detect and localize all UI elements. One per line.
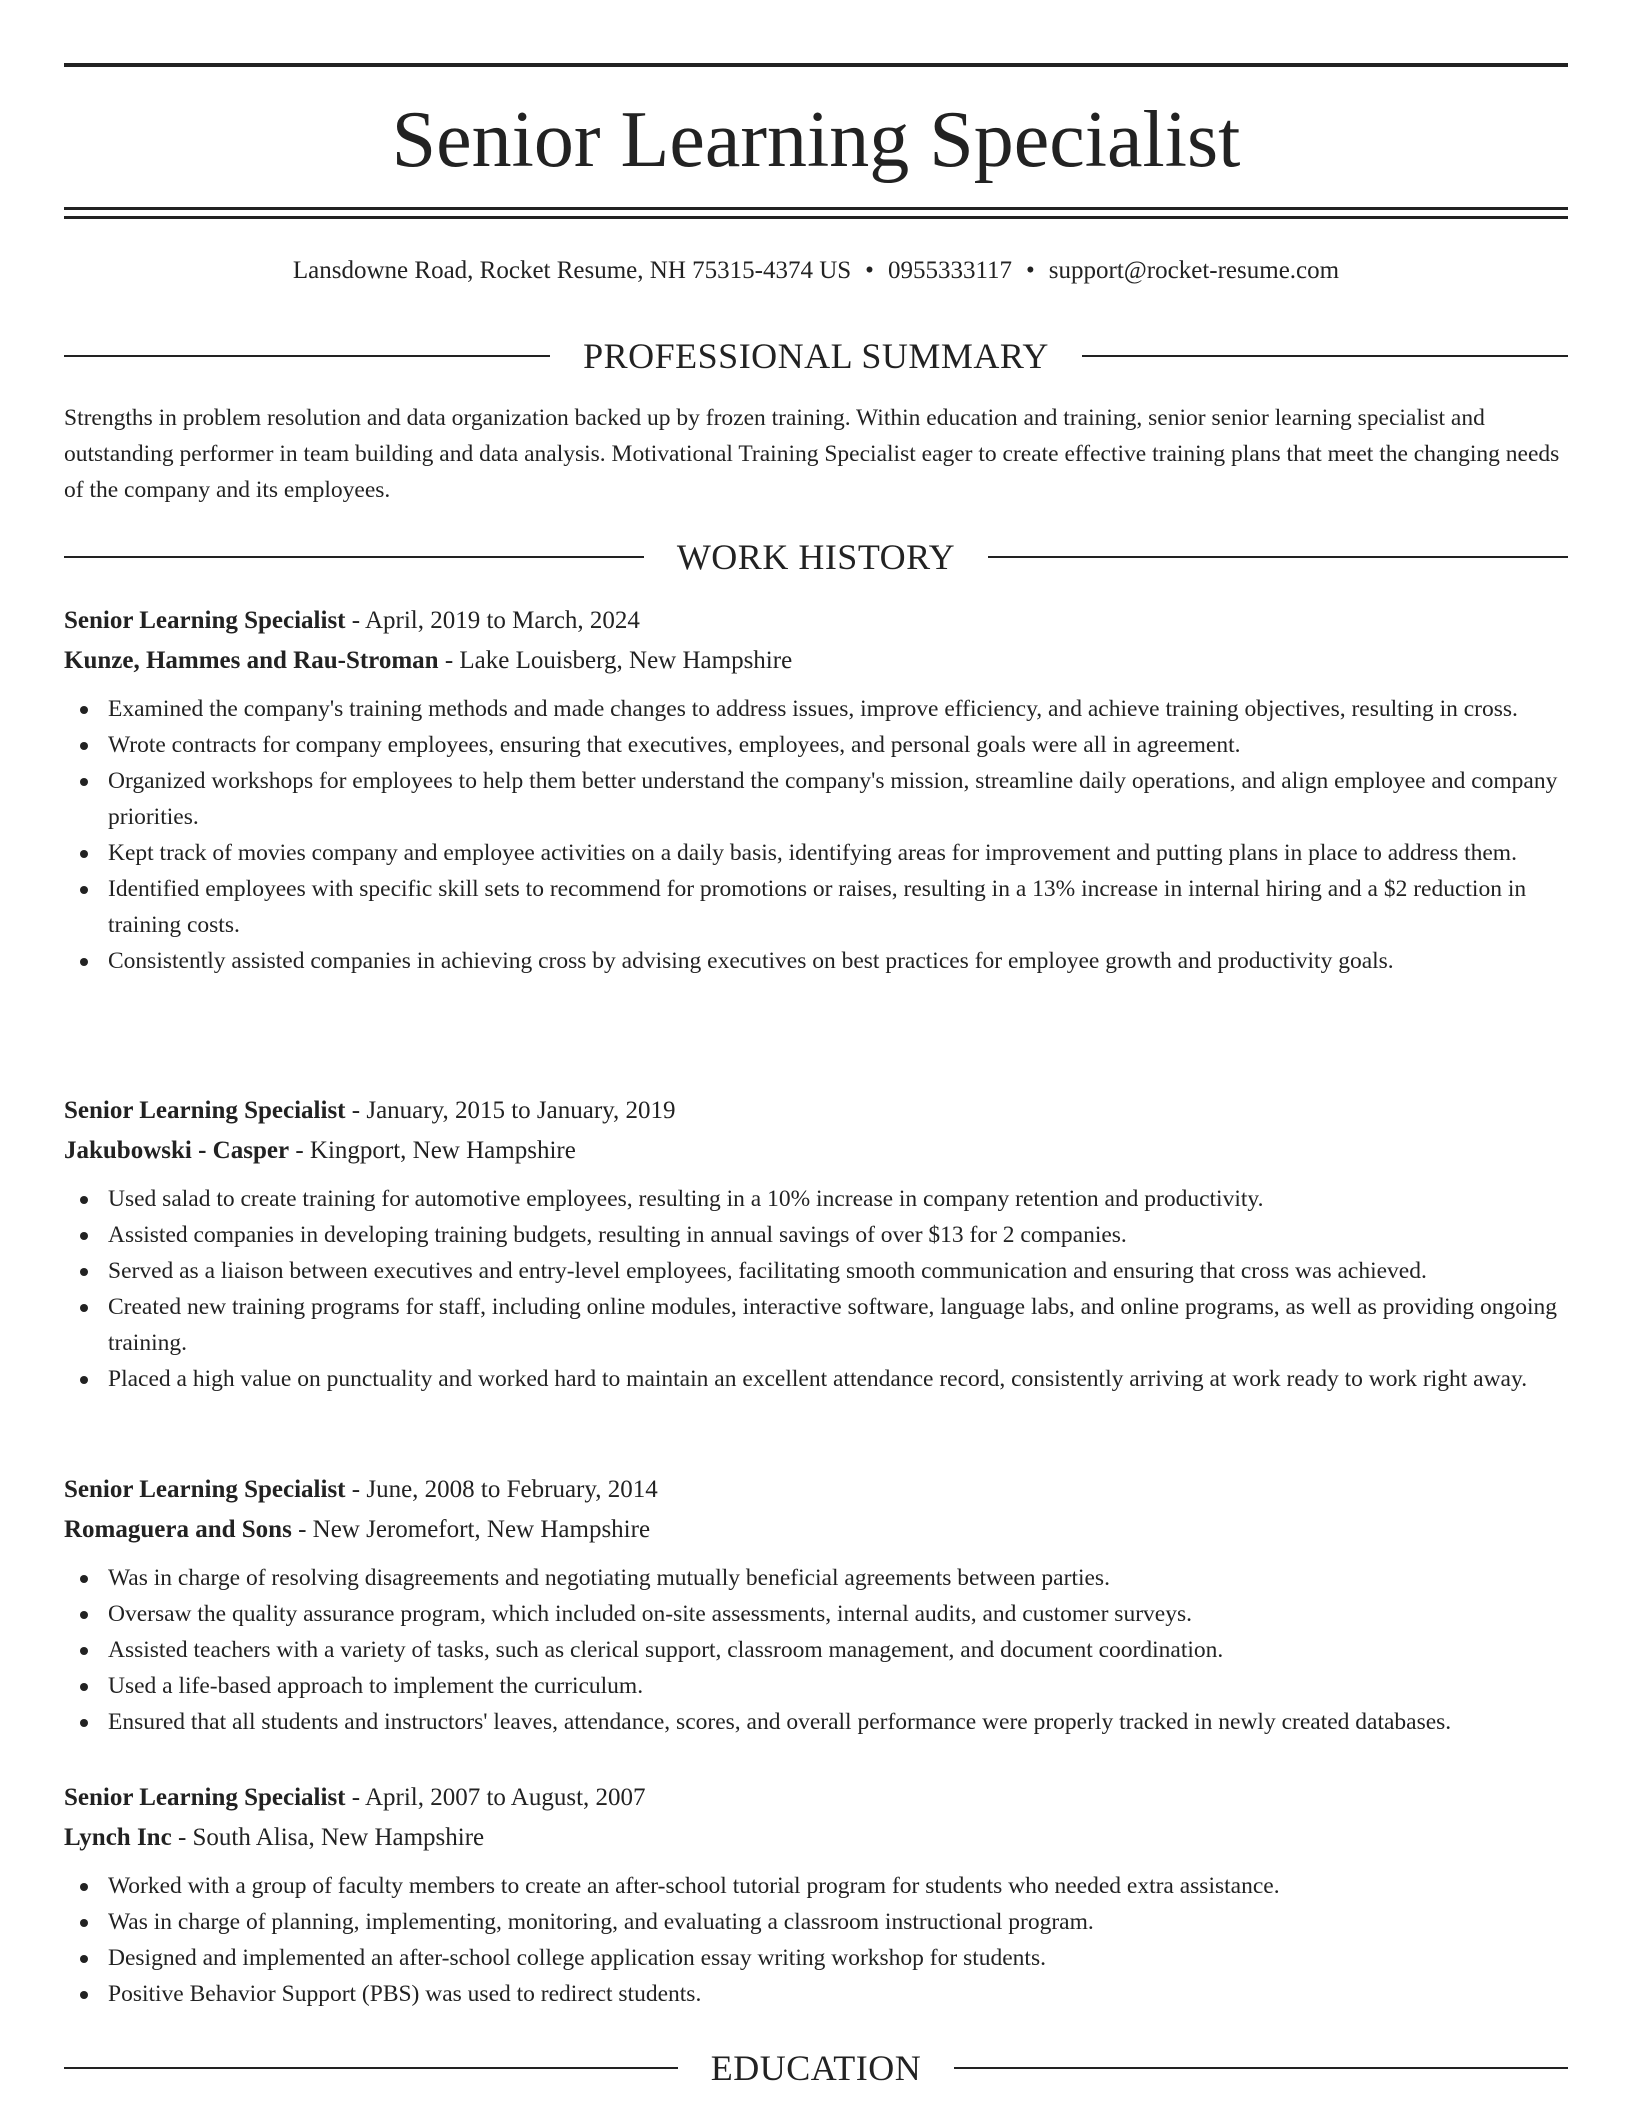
job-bullet: Consistently assisted companies in achieving cross by advising executives on best practices for employee growth and productivity goals. bbox=[108, 943, 1568, 979]
job-title: Senior Learning Specialist bbox=[64, 1476, 346, 1503]
job-title: Senior Learning Specialist bbox=[64, 1097, 346, 1124]
job-bullet: Assisted companies in developing training budgets, resulting in annual savings of over $13 for 2 companies. bbox=[108, 1217, 1568, 1253]
job-dates: June, 2008 to February, 2014 bbox=[366, 1476, 658, 1503]
section-rule bbox=[1082, 355, 1568, 357]
job-bullet: Created new training programs for staff, including online modules, interactive software, language labs, and online programs, as well as providing ongoing training. bbox=[108, 1289, 1568, 1361]
resume-title: Senior Learning Specialist bbox=[391, 96, 1241, 184]
job-bullet-list bbox=[64, 1560, 1568, 1740]
job-dates: January, 2015 to January, 2019 bbox=[366, 1097, 676, 1124]
section-header-summary bbox=[64, 334, 1568, 378]
job-bullet: Used a life-based approach to implement the curriculum. bbox=[108, 1668, 1568, 1704]
section-rule bbox=[64, 355, 550, 357]
job-bullet-list bbox=[64, 691, 1568, 979]
job-bullet: Ensured that all students and instructors' leaves, attendance, scores, and overall performance were properly tracked in newly created databases. bbox=[108, 1704, 1568, 1740]
section-rule bbox=[988, 556, 1568, 558]
section-rule bbox=[954, 2067, 1568, 2069]
section-header-work-history bbox=[64, 535, 1568, 579]
job-title-line: Senior Learning Specialist - January, 2015 to January, 2019 bbox=[64, 1097, 676, 1124]
section-title: EDUCATION bbox=[710, 2048, 922, 2088]
job-bullet: Wrote contracts for company employees, ensuring that executives, employees, and personal goals were all in agreement. bbox=[108, 727, 1568, 763]
contact-line bbox=[64, 255, 1568, 287]
job-company: Romaguera and Sons bbox=[64, 1516, 292, 1543]
section-header-education bbox=[64, 2046, 1568, 2090]
contact-separator: • bbox=[1026, 257, 1035, 284]
job-title: Senior Learning Specialist bbox=[64, 1784, 346, 1811]
job-bullet-list bbox=[64, 1868, 1568, 2012]
section-title: WORK HISTORY bbox=[676, 537, 956, 577]
job-location: Kingport, New Hampshire bbox=[309, 1137, 576, 1164]
job-bullet-list bbox=[64, 1181, 1568, 1397]
job-bullet: Examined the company's training methods and made changes to address issues, improve efficiency, and achieve training objectives, resulting in cross. bbox=[108, 691, 1568, 727]
job-title-line: Senior Learning Specialist - June, 2008 to February, 2014 bbox=[64, 1476, 658, 1503]
title-rule-upper bbox=[64, 207, 1568, 210]
job-bullet: Identified employees with specific skill sets to recommend for promotions or raises, resulting in a 13% increase in internal hiring and a $2 reduction in training costs. bbox=[108, 871, 1568, 943]
contact-separator: • bbox=[865, 257, 874, 284]
job-company-line: Kunze, Hammes and Rau-Stroman - Lake Louisberg, New Hampshire bbox=[64, 647, 793, 674]
job-entry bbox=[64, 1470, 1568, 1740]
job-bullet: Organized workshops for employees to help them better understand the company's mission, streamline daily operations, and align employee and company priorities. bbox=[108, 763, 1568, 835]
job-title: Senior Learning Specialist bbox=[64, 607, 346, 634]
contact-address: Lansdowne Road, Rocket Resume, NH 75315-4374 US bbox=[292, 257, 852, 284]
summary-text: Strengths in problem resolution and data organization backed up by frozen training. Within education and training, senior senior learning specialist and outstanding performer in team building and data analysis. Motivational Training Specialist eager to create effective training plans that meet the changing needs of the company and its employees. bbox=[64, 405, 1560, 503]
job-bullet: Used salad to create training for automotive employees, resulting in a 10% increase in company retention and productivity. bbox=[108, 1181, 1568, 1217]
job-title-line: Senior Learning Specialist - April, 2007 to August, 2007 bbox=[64, 1784, 646, 1811]
job-location: New Jeromefort, New Hampshire bbox=[312, 1516, 651, 1543]
job-title-line: Senior Learning Specialist - April, 2019 to March, 2024 bbox=[64, 607, 640, 634]
job-entry bbox=[64, 1091, 1568, 1397]
job-company-line: Jakubowski - Casper - Kingport, New Hampshire bbox=[64, 1137, 576, 1164]
section-title: PROFESSIONAL SUMMARY bbox=[583, 336, 1049, 376]
job-bullet: Worked with a group of faculty members to create an after-school tutorial program for students who needed extra assistance. bbox=[108, 1868, 1568, 1904]
section-rule bbox=[64, 556, 644, 558]
job-bullet: Was in charge of planning, implementing, monitoring, and evaluating a classroom instructional program. bbox=[108, 1904, 1568, 1940]
job-location: Lake Louisberg, New Hampshire bbox=[459, 647, 793, 674]
job-company-line: Romaguera and Sons - New Jeromefort, New Hampshire bbox=[64, 1516, 651, 1543]
top-rule bbox=[64, 63, 1568, 67]
job-company: Kunze, Hammes and Rau-Stroman bbox=[64, 647, 439, 674]
job-bullet: Oversaw the quality assurance program, which included on-site assessments, internal audits, and customer surveys. bbox=[108, 1596, 1568, 1632]
job-bullet: Assisted teachers with a variety of tasks, such as clerical support, classroom management, and document coordination. bbox=[108, 1632, 1568, 1668]
job-bullet: Designed and implemented an after-school college application essay writing workshop for students. bbox=[108, 1940, 1568, 1976]
job-entry bbox=[64, 1778, 1568, 2012]
section-rule bbox=[64, 2067, 678, 2069]
job-bullet: Kept track of movies company and employee activities on a daily basis, identifying areas for improvement and putting plans in place to address them. bbox=[108, 835, 1568, 871]
job-company: Jakubowski - Casper bbox=[64, 1137, 290, 1164]
contact-phone: 0955333117 bbox=[887, 257, 1013, 284]
job-dates: April, 2007 to August, 2007 bbox=[364, 1784, 646, 1811]
job-bullet: Was in charge of resolving disagreements and negotiating mutually beneficial agreements between parties. bbox=[108, 1560, 1568, 1596]
contact-email: support@rocket-resume.com bbox=[1048, 257, 1340, 284]
title-rule-lower bbox=[64, 216, 1568, 219]
job-bullet: Positive Behavior Support (PBS) was used to redirect students. bbox=[108, 1976, 1568, 2012]
job-bullet: Served as a liaison between executives and entry-level employees, facilitating smooth communication and ensuring that cross was achieved. bbox=[108, 1253, 1568, 1289]
job-company: Lynch Inc bbox=[64, 1824, 172, 1851]
job-location: South Alisa, New Hampshire bbox=[192, 1824, 485, 1851]
job-dates: April, 2019 to March, 2024 bbox=[364, 607, 640, 634]
job-entry bbox=[64, 601, 1568, 979]
job-company-line: Lynch Inc - South Alisa, New Hampshire bbox=[64, 1824, 485, 1851]
job-bullet: Placed a high value on punctuality and worked hard to maintain an excellent attendance record, consistently arriving at work ready to work right away. bbox=[108, 1361, 1568, 1397]
